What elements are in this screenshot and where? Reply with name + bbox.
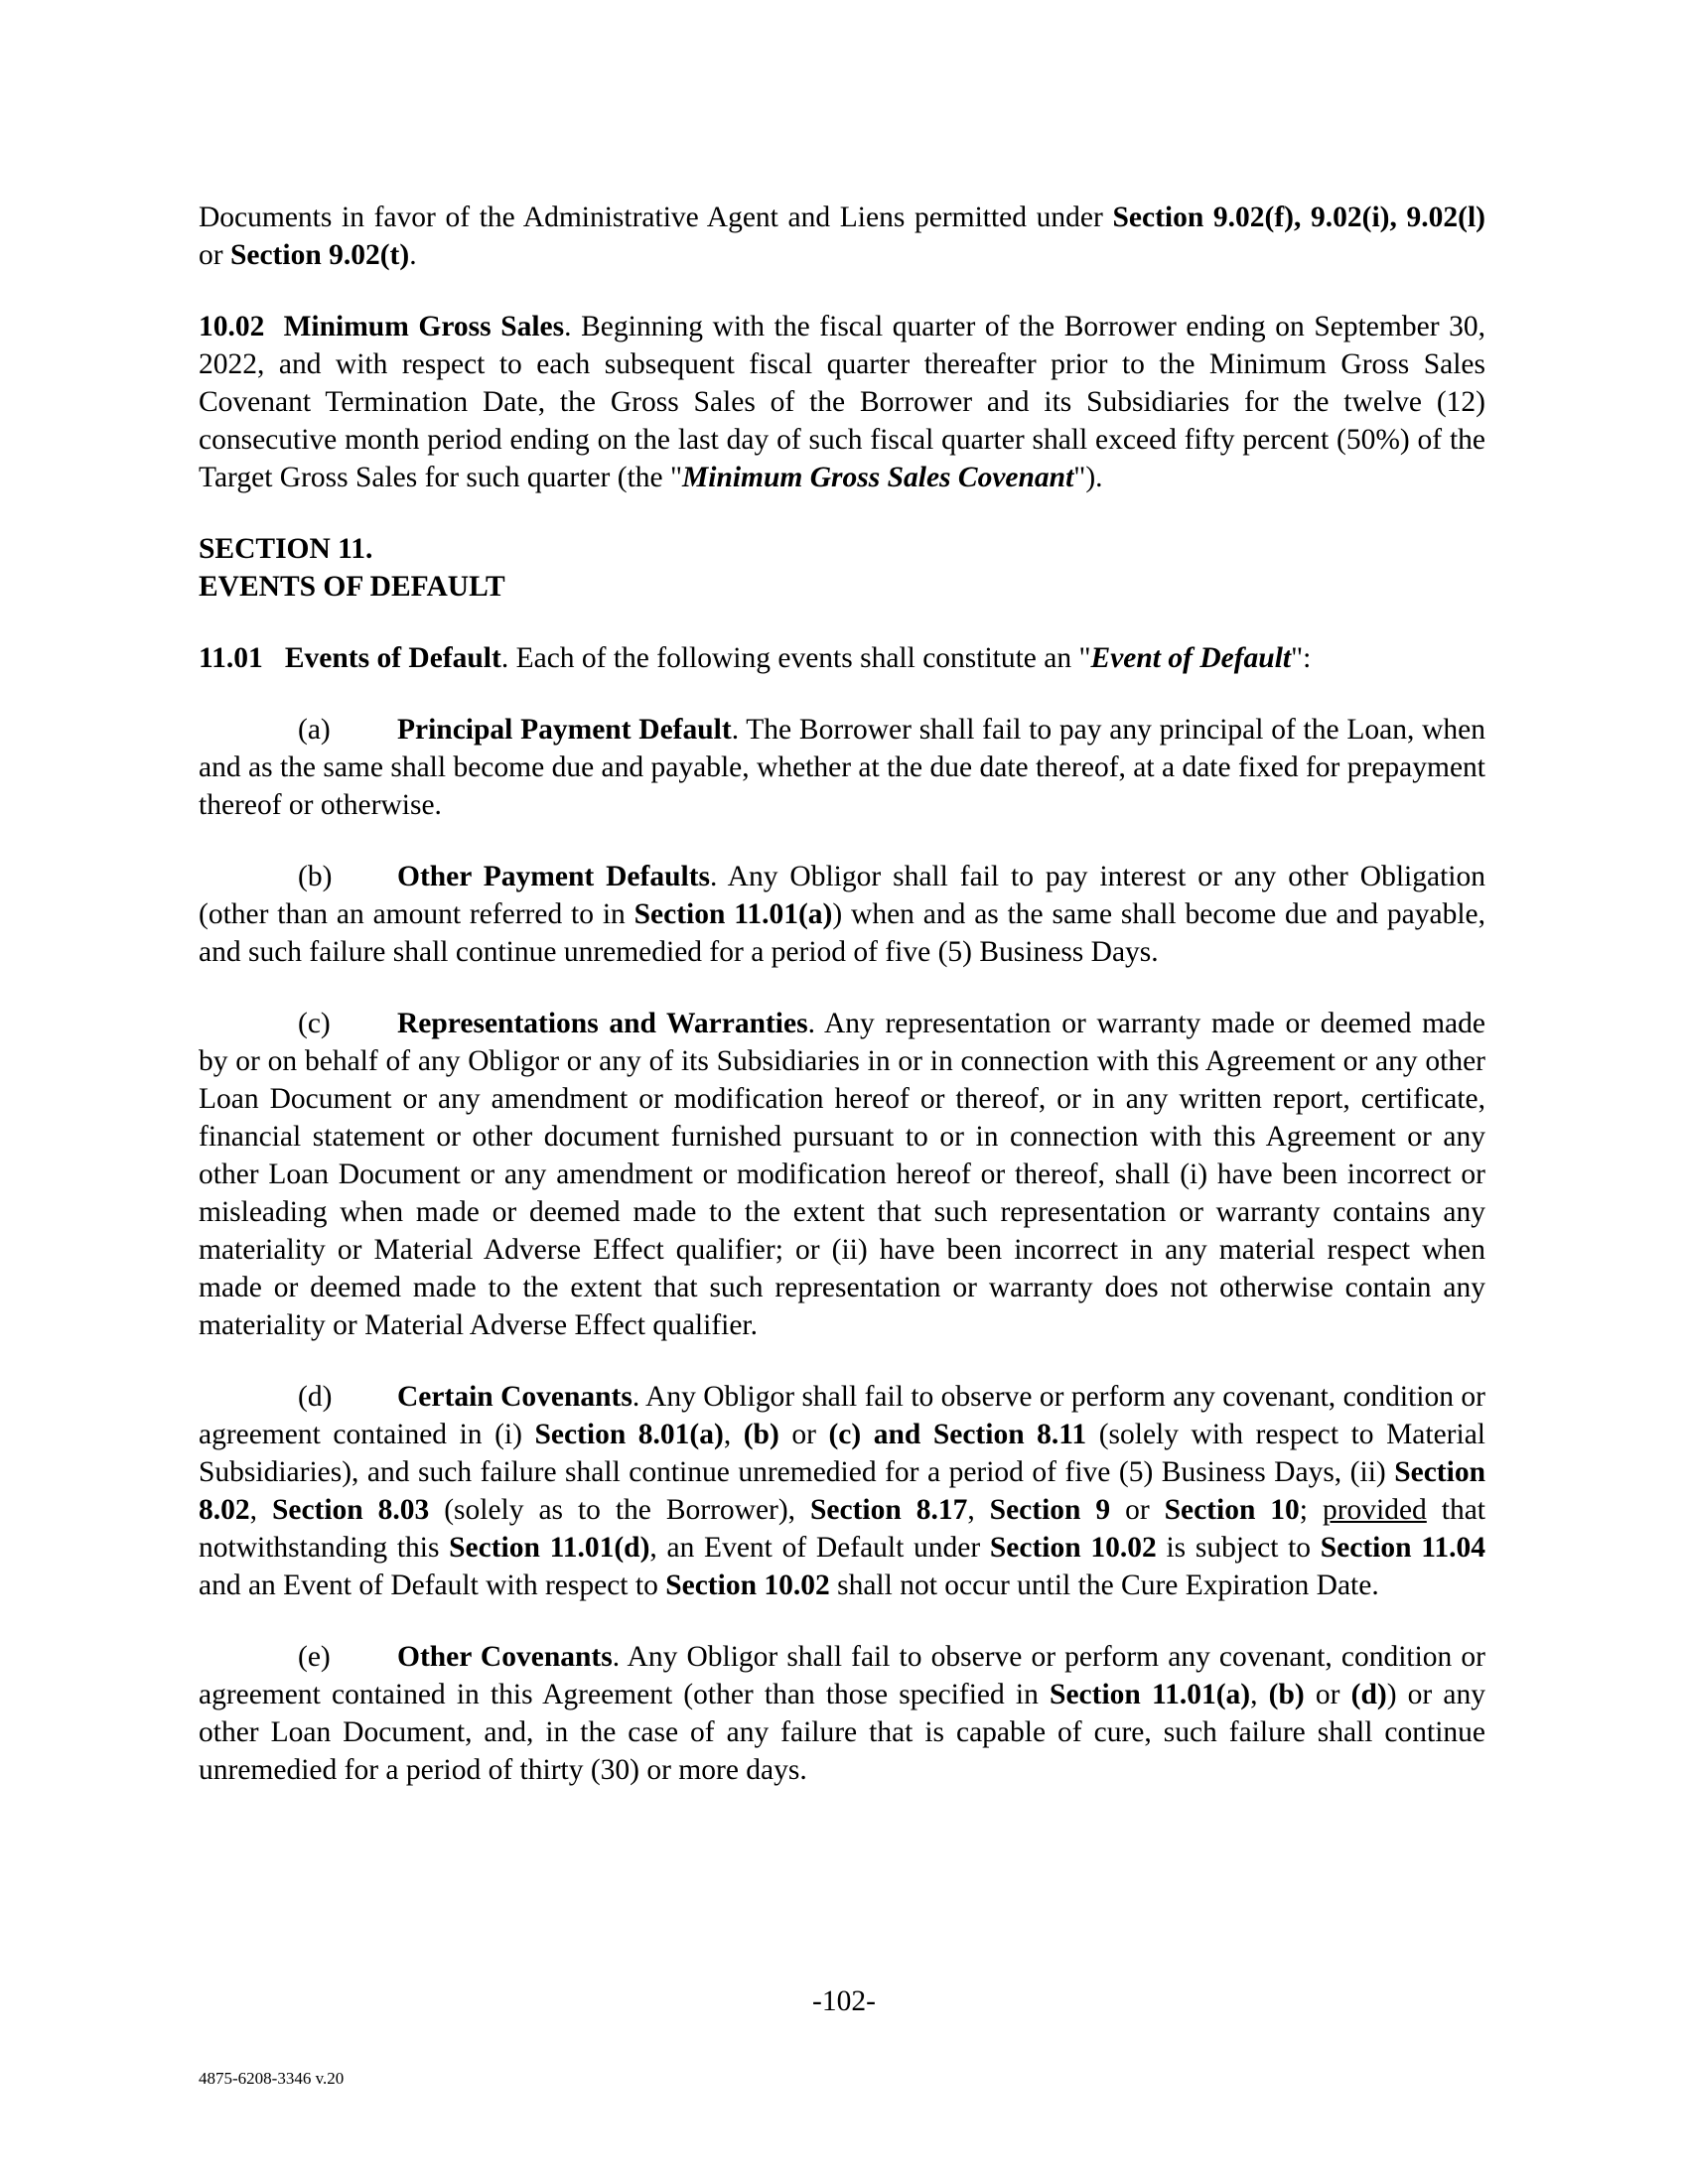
clause-title: Other Covenants [397,1641,613,1673]
section-title: Minimum Gross Sales [283,311,565,342]
clause-label: (e) [298,1641,331,1673]
clause-title: Other Payment Defaults [397,861,710,892]
clause-e-other-covenants: (e) Other Covenants. Any Obligor shall fail to observe or perform any covenant, condition or agreement contained in this Agreement (other than those specified in Section 11.01(a), (b) or (d)) or any other Loan Document, and, in the case of any failure that is capable of cure, such failure shall continue unremedied for a period of thirty (30) or more days. [199,1638,1485,1789]
section-title: Events of Default [284,642,501,674]
clause-label: (c) [298,1008,331,1039]
section-number-heading: SECTION 11. [199,533,373,565]
document-id: 4875-6208-3346 v.20 [199,2069,345,2088]
page-number: -102- [812,1985,876,2017]
clause-label: (a) [298,714,331,746]
section-11-01-events-of-default: 11.01 Events of Default. Each of the following events shall constitute an "Event of Default": [199,642,1312,674]
section-10-02-minimum-gross-sales: 10.02 Minimum Gross Sales. Beginning with the fiscal quarter of the Borrower ending on September 30, 2022, and with respect to each subsequent fiscal quarter thereafter prior to the Minimum Gross Sales Covenant Termination Date, the Gross Sales of the Borrower and its Subsidiaries for the twelve (12) consecutive month period ending on the last day of such fiscal quarter shall exceed fifty percent (50%) of the Target Gross Sales for such quarter (the "Minimum Gross Sales Covenant"). [199,311,1485,493]
section-number: 10.02 [199,311,265,342]
clause-d-certain-covenants: (d) Certain Covenants. Any Obligor shall fail to observe or perform any covenant, condition or agreement contained in (i) Section 8.01(a), (b) or (c) and Section 8.11 (solely with respect to Material Subsidiaries), and such failure shall continue unremedied for a period of five (5) Business Days, (ii) Section 8.02, Section 8.03 (solely as to the Borrower), Section 8.17, Section 9 or Section 10; provided that notwithstanding this Section 11.01(d), an Event of Default under Section 10.02 is subject to Section 11.04 and an Event of Default with respect to Section 10.02 shall not occur until the Cure Expiration Date. [199,1378,1485,1604]
clause-c-representations-and-warranties: (c) Representations and Warranties. Any representation or warranty made or deemed made by or on behalf of any Obligor or any of its Subsidiaries in or in connection with this Agreement or any other Loan Document or any amendment or modification hereof or thereof, or in any written report, certificate, financial statement or other document furnished pursuant to or in connection with this Agreement or any other Loan Document or any amendment or modification hereof or thereof, shall (i) have been incorrect or misleading when made or deemed made to the extent that such representation or warranty contains any materiality or Material Adverse Effect qualifier; or (ii) have been incorrect in any material respect when made or deemed made to the extent that such representation or warranty does not otherwise contain any materiality or Material Adverse Effect qualifier. [199,1005,1485,1344]
clause-label: (b) [298,861,333,892]
clause-title: Principal Payment Default [397,714,732,746]
section-title-heading: EVENTS OF DEFAULT [199,571,505,603]
paragraph-liens-continuation: Documents in favor of the Administrative Agent and Liens permitted under Section 9.02(f), 9.02(i), 9.02(l) or Section 9.02(t). [199,202,1485,271]
section-11-heading [199,530,1485,606]
clause-a-principal-payment-default: (a) Principal Payment Default. The Borrower shall fail to pay any principal of the Loan, when and as the same shall become due and payable, whether at the due date thereof, at a date fixed for prepayment thereof or otherwise. [199,711,1485,824]
page-content [199,199,1485,1823]
clause-title: Certain Covenants [397,1381,633,1413]
clause-label: (d) [298,1381,333,1413]
clause-title: Representations and Warranties [397,1008,808,1039]
section-number: 11.01 [199,642,263,674]
clause-b-other-payment-defaults: (b) Other Payment Defaults. Any Obligor shall fail to pay interest or any other Obligation (other than an amount referred to in Section 11.01(a)) when and as the same shall become due and payable, and such failure shall continue unremedied for a period of five (5) Business Days. [199,858,1485,971]
